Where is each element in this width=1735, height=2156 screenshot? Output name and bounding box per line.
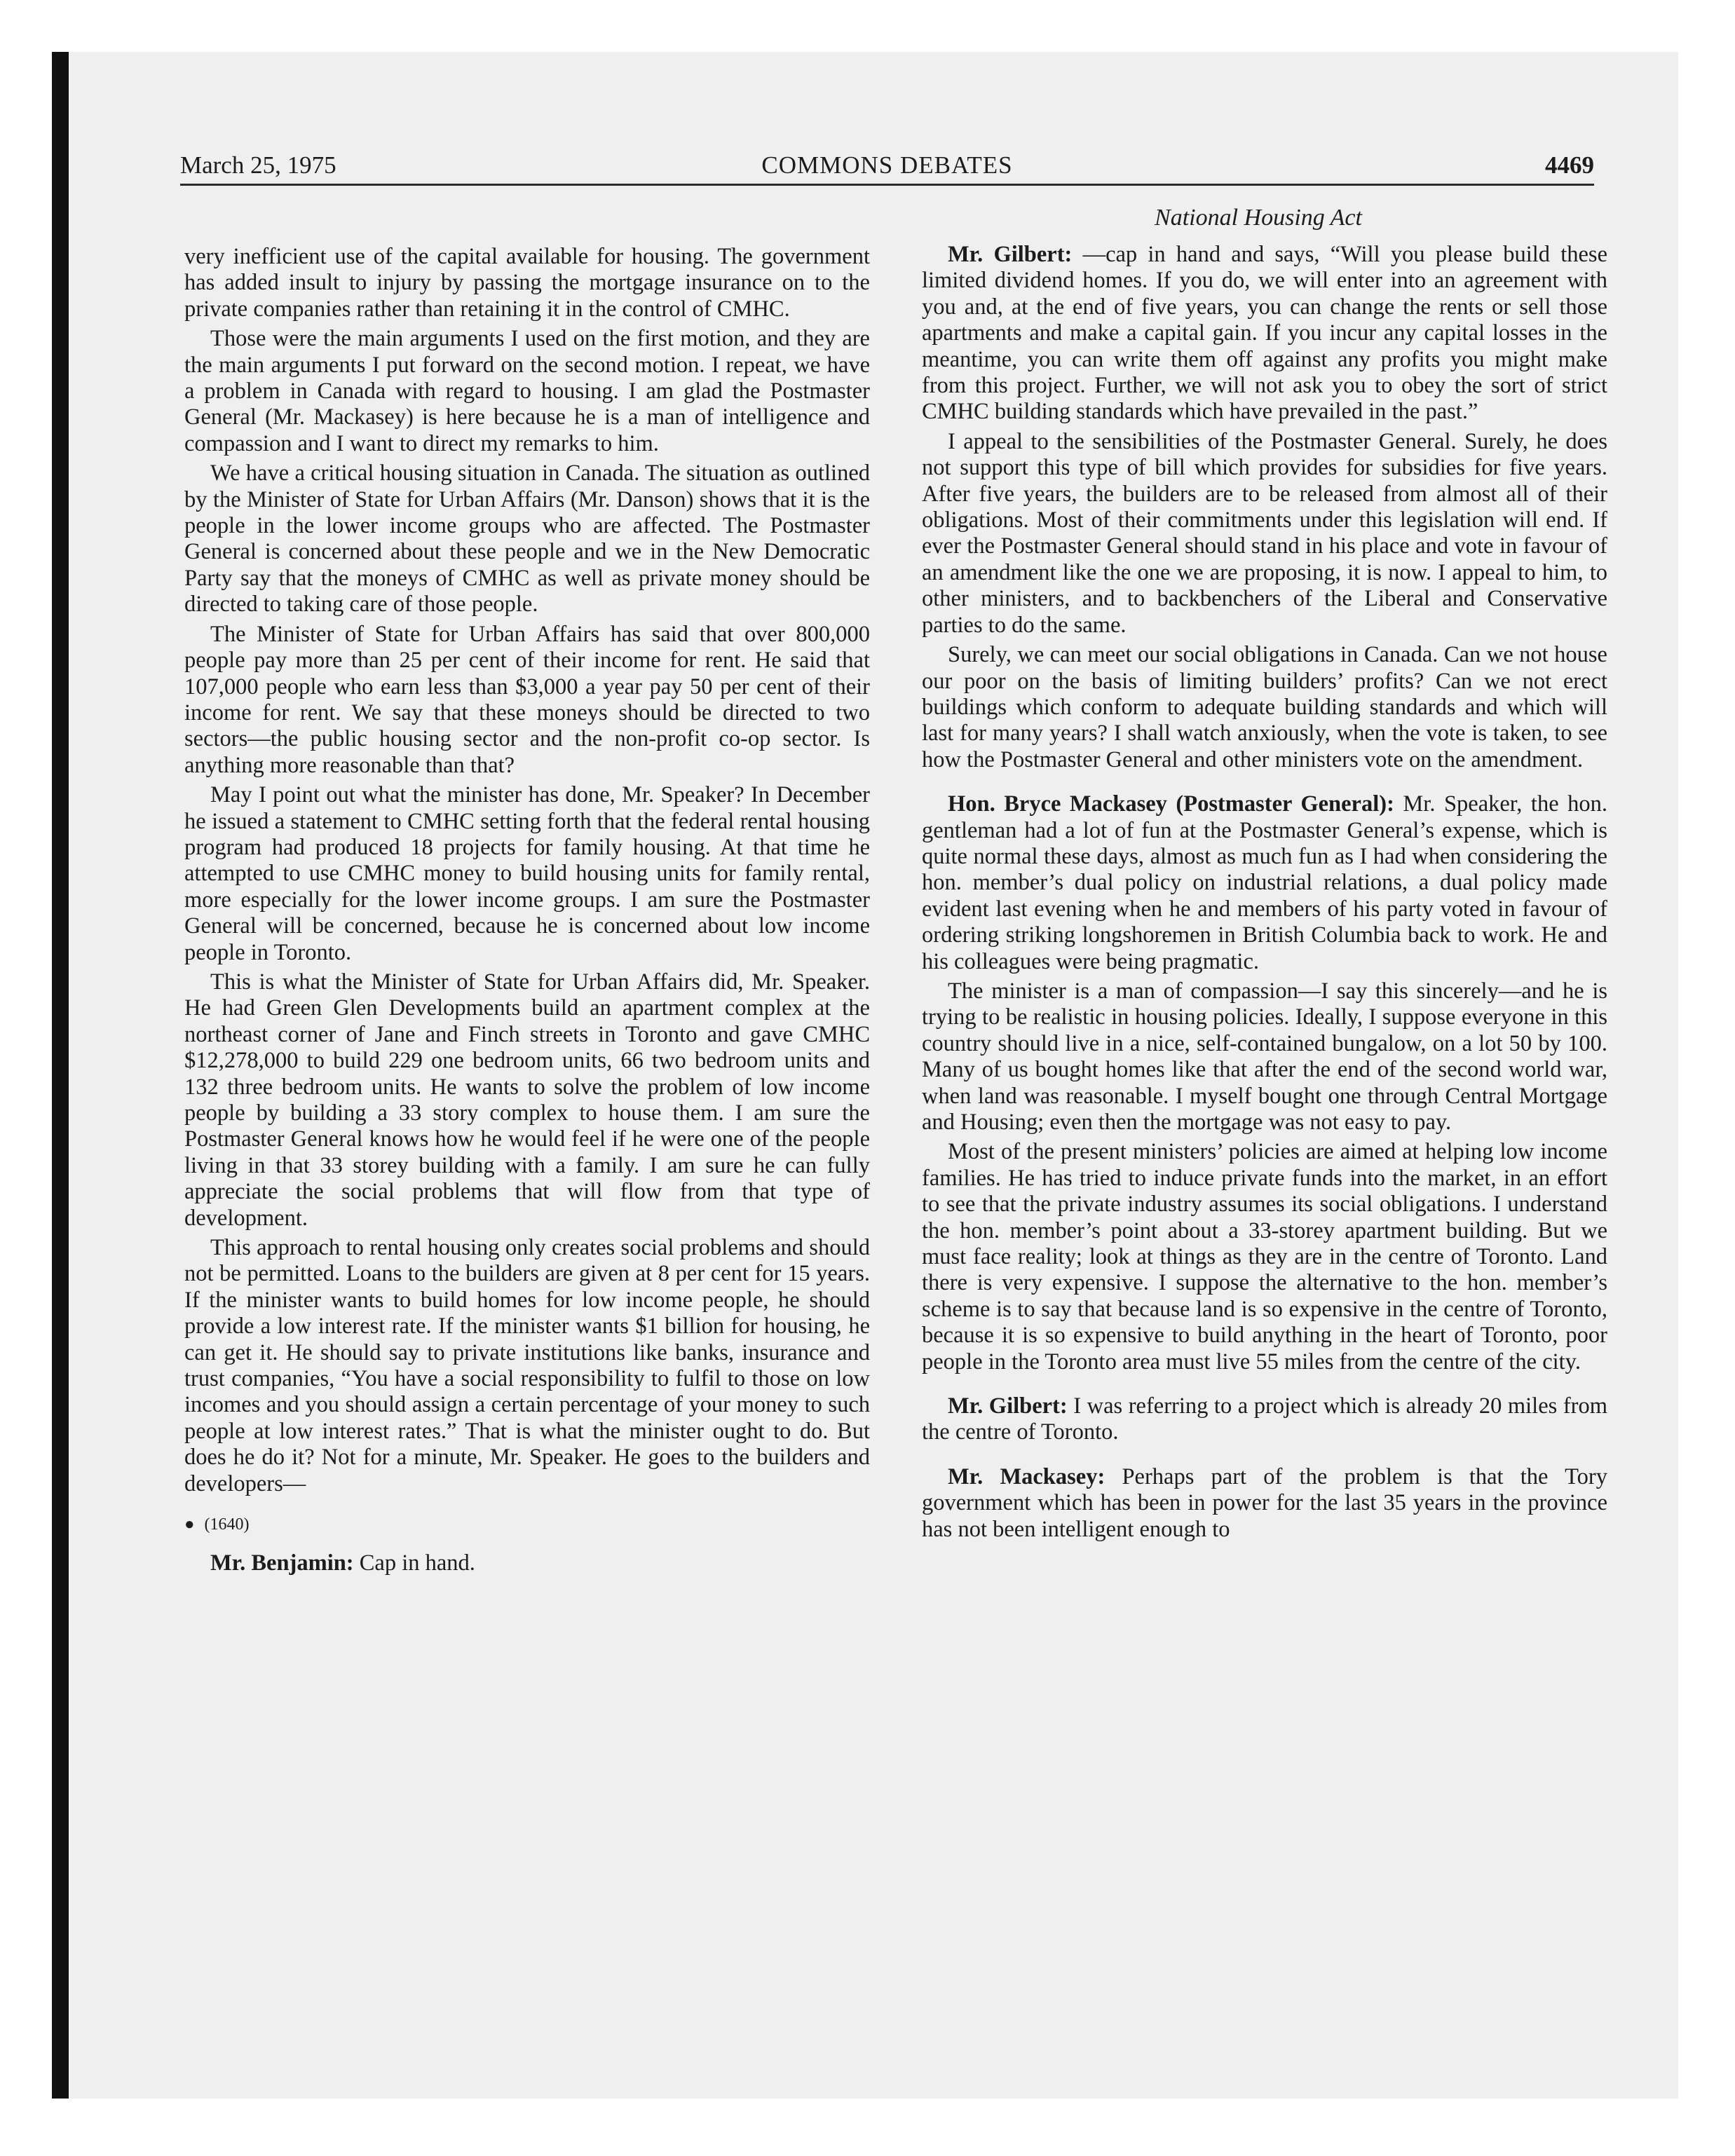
header-title: COMMONS DEBATES (761, 151, 1013, 179)
paragraph: very inefficient use of the capital available for housing. The government has added insult to injury by passing the mortgage insurance on to the private companies rather than retaining it in the control of CMHC. (184, 244, 870, 322)
speaker-name: Mr. Gilbert: (948, 242, 1073, 267)
speech (922, 1393, 1607, 1446)
speech-text: I was referring to a project which is already 20 miles from the centre of Toronto. (922, 1393, 1607, 1445)
scan-border (52, 52, 69, 2099)
speaker-name: Mr. Gilbert: (948, 1393, 1068, 1419)
speech (922, 1464, 1607, 1543)
speech-text: Cap in hand. (353, 1550, 475, 1576)
paragraph: Most of the present ministers’ policies are aimed at helping low income families. He has tried to induce private funds into the market, in an effort to see that the private industry assumes its social obligations. I understand the hon. member’s point about a 33-storey apartment building. But we must face reality; look at things as they are in the centre of Toronto. Land there is very expensive. I suppose the alternative to the hon. member’s scheme is to say that because land is so expensive in the centre of Toronto, because it is so expensive to build anything in the heart of Toronto, poor people in the Toronto area must live 55 miles from the centre of the city. (922, 1139, 1607, 1374)
speech (922, 791, 1607, 975)
speaker-name: Mr. Mackasey: (948, 1464, 1105, 1489)
speech-text: Perhaps part of the problem is that the Tory government which has been in power for the last 35 years in the province has not been intelligent enough to (922, 1464, 1607, 1542)
paragraph: I appeal to the sensibilities of the Postmaster General. Surely, he does not support this type of bill which provides for subsidies for five years. After five years, the builders are to be released from almost all of their obligations. Most of their commitments under this legislation will end. If ever the Postmaster General should stand in his place and vote in favour of an amendment like the one we are proposing, it is now. I appeal to him, to other ministers, and to backbenchers of the Liberal and Conservative parties to do the same. (922, 428, 1607, 638)
running-head: National Housing Act (1155, 205, 1362, 231)
speaker-name: Hon. Bryce Mackasey (Postmaster General): (948, 791, 1394, 817)
paragraph: This is what the Minister of State for Urban Affairs did, Mr. Speaker. He had Green Glen Developments build an apartment complex at the northeast corner of Jane and Finch streets in Toronto and gave CMHC $12,278,000 to build 229 one bedroom units, 66 two bedroom units and 132 three bedroom units. He wants to solve the problem of low income people by building a 33 story complex to house them. I am sure the Postmaster General knows how he would feel if he were one of the people living in that 33 storey building with a family. I am sure he can fully appreciate the social problems that will flow from that type of development. (184, 969, 870, 1231)
paragraph: Surely, we can meet our social obligations in Canada. Can we not house our poor on the basis of limiting builders’ profits? Can we not erect buildings which conform to adequate building standards and which will last for many years? I shall watch anxiously, when the vote is taken, to see how the Postmaster General and other ministers vote on the amendment. (922, 642, 1607, 772)
header-date: March 25, 1975 (180, 151, 336, 179)
paragraph: May I point out what the minister has done, Mr. Speaker? In December he issued a statement to CMHC setting forth that the federal rental housing program had produced 18 projects for family housing. At that time he attempted to use CMHC money to build housing units for family rental, more especially for the lower income groups. I am sure the Postmaster General will be concerned, because he is concerned about low income people in Toronto. (184, 782, 870, 965)
paragraph: The minister is a man of compassion—I say this sincerely—and he is trying to be realistic in housing policies. Ideally, I suppose everyone in this country should live in a nice, self-contained bungalow, on a lot 50 by 100. Many of us bought homes like that after the end of the second world war, when land was reasonable. I myself bought one through Central Mortgage and Housing; even then the mortgage was not easy to pay. (922, 978, 1607, 1135)
paragraph: We have a critical housing situation in Canada. The situation as outlined by the Minister of State for Urban Affairs (Mr. Danson) shows that it is the people in the lower income groups who are affected. The Postmaster General is concerned about these people and we in the New Democratic Party say that the moneys of CMHC as well as private money should be directed to taking care of those people. (184, 460, 870, 618)
speaker-name: Mr. Benjamin: (210, 1550, 354, 1576)
page-number: 4469 (1545, 151, 1594, 179)
speech (922, 242, 1607, 425)
time-marker-text: (1640) (204, 1515, 250, 1534)
left-column (184, 244, 870, 1581)
paragraph: The Minister of State for Urban Affairs has said that over 800,000 people pay more than 25 per cent of their income for rent. He said that 107,000 people who earn less than $3,000 a year pay 50 per cent of their income for rent. We say that these moneys should be directed to two sectors—the public housing sector and the non-profit co-op sector. Is anything more reasonable than that? (184, 621, 870, 778)
time-marker (184, 1514, 870, 1535)
speech-text: —cap in hand and says, “Will you please build these limited dividend homes. If you do, we will enter into an agreement with you and, at the end of five years, you can change the rents or sell those apartments and make a capital gain. If you incur any capital losses in the meantime, you can write them off against any profits you might make from this project. Further, we will not ask you to obey the sort of strict CMHC building standards which have prevailed in the past.” (922, 242, 1607, 425)
paragraph: This approach to rental housing only creates social problems and should not be permitted. Loans to the builders are given at 8 per cent for 15 years. If the minister wants to build homes for low income people, he should provide a low interest rate. If the minister wants $1 billion for housing, he can get it. He should say to private institutions like banks, insurance and trust companies, “You have a social responsibility to fulfil to those on low incomes and you should assign a certain percentage of your money to such people at low interest rates.” That is what the minister ought to do. But does he do it? Not for a minute, Mr. Speaker. He goes to the builders and developers— (184, 1235, 870, 1496)
speech-text: Mr. Speaker, the hon. gentleman had a lot of fun at the Postmaster General’s expense, which is quite normal these days, almost as much fun as I had when considering the hon. member’s dual policy on industrial relations, a dual policy made evident last evening when he and members of his party voted in favour of ordering striking longshoremen in British Columbia back to work. He and his colleagues were being pragmatic. (922, 791, 1607, 974)
page-header (180, 146, 1594, 186)
right-column (922, 242, 1607, 1546)
paragraph: Those were the main arguments I used on the first motion, and they are the main arguments I put forward on the second motion. I repeat, we have a problem in Canada with regard to housing. I am glad the Postmaster General (Mr. Mackasey) is here because he is a man of intelligence and compassion and I want to direct my remarks to him. (184, 326, 870, 456)
speech (184, 1550, 870, 1576)
bullet-icon: ● (184, 1515, 195, 1534)
